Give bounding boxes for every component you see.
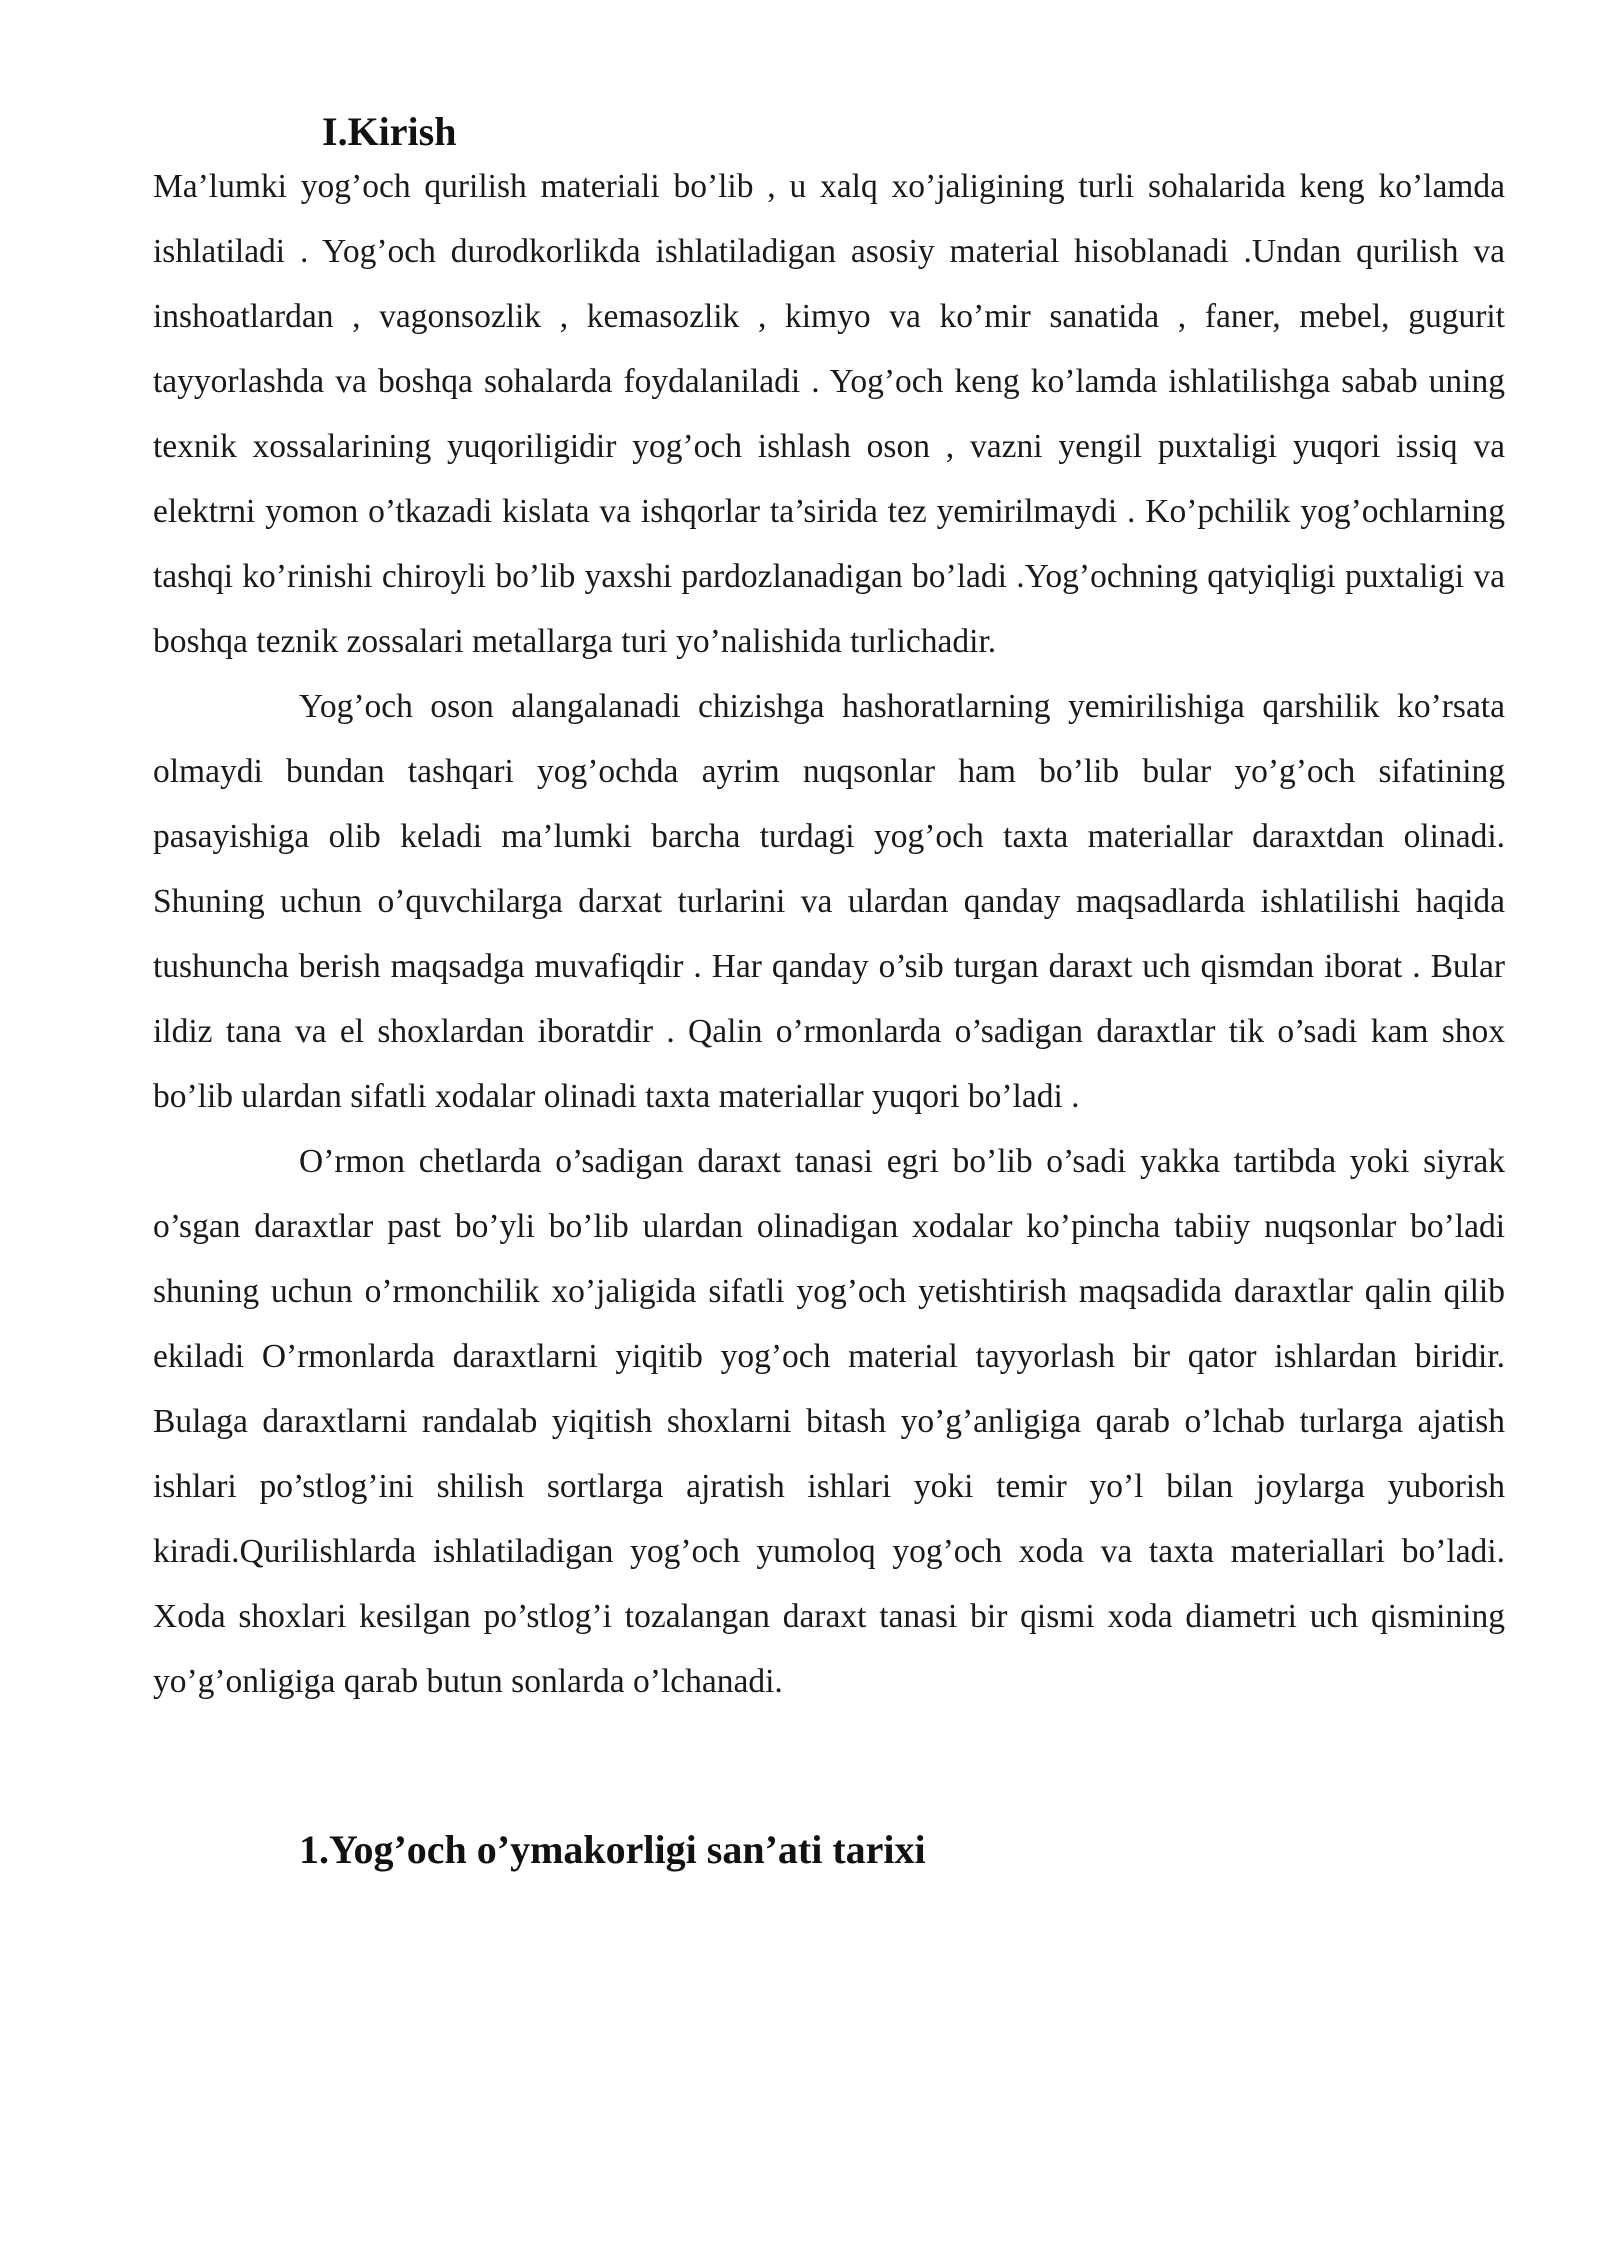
- heading-kirish: I.Kirish: [322, 109, 457, 154]
- paragraph-2: Yog’och oson alangalanadi chizishga hashoratlarning yemirilishiga qarshilik ko’rsata olmaydi bundan tashqari yog’ochda ayrim nuqsonlar ham bo’lib bular yo’g’och sifatining pasayishiga olib keladi ma’lumki barcha turdagi yog’och taxta materiallar daraxtdan olinadi. Shuning uchun o’quvchilarga darxat turlarini va ulardan qanday maqsadlarda ishlatilishi haqida tushuncha berish maqsadga muvafiqdir . Har qanday o’sib turgan daraxt uch qismdan iborat . Bular ildiz tana va el shoxlardan iboratdir . Qalin o’rmonlarda o’sadigan daraxtlar tik o’sadi kam shox bo’lib ulardan sifatli xodalar olinadi taxta materiallar yuqori bo’ladi .: [153, 688, 1505, 1115]
- section-spacer: [153, 1714, 1505, 1826]
- paragraph-1: Ma’lumki yog’och qurilish materiali bo’lib , u xalq xo’jaligining turli sohalarida keng ko’lamda ishlatiladi . Yog’och durodkorlikda ishlatiladigan asosiy material hisoblanadi .Undan qurilish va inshoatlardan , vagonsozlik , kemasozlik , kimyo va ko’mir sanatida , faner, mebel, gugurit tayyorlashda va boshqa sohalarda foydalaniladi . Yog’och keng ko’lamda ishlatilishga sabab uning texnik xossalarining yuqoriligidir yog’och ishlash oson , vazni yengil puxtaligi yuqori issiq va elektrni yomon o’tkazadi kislata va ishqorlar ta’sirida tez yemirilmaydi . Ko’pchilik yog’ochlarning tashqi ko’rinishi chiroyli bo’lib yaxshi pardozlanadigan bo’ladi .Yog’ochning qatyiqligi puxtaligi va boshqa teznik zossalari metallarga turi yo’nalishida turlichadir.: [153, 168, 1505, 660]
- document-body: [153, 110, 1505, 1874]
- section-heading: 1.Yog’och o’ymakorligi san’ati tarixi: [299, 1827, 926, 1872]
- paragraph-3: O’rmon chetlarda o’sadigan daraxt tanasi egri bo’lib o’sadi yakka tartibda yoki siyrak o’sgan daraxtlar past bo’yli bo’lib ulardan olinadigan xodalar ko’pincha tabiiy nuqsonlar bo’ladi shuning uchun o’rmonchilik xo’jaligida sifatli yog’och yetishtirish maqsadida daraxtlar qalin qilib ekiladi O’rmonlarda daraxtlarni yiqitib yog’och material tayyorlash bir qator ishlardan biridir. Bulaga daraxtlarni randalab yiqitish shoxlarni bitash yo’g’anligiga qarab o’lchab turlarga ajatish ishlari po’stlog’ini shilish sortlarga ajratish ishlari yoki temir yo’l bilan joylarga yuborish kiradi.Qurilishlarda ishlatiladigan yog’och yumoloq yog’och xoda va taxta materiallari bo’ladi. Xoda shoxlari kesilgan po’stlog’i tozalangan daraxt tanasi bir qismi xoda diametri uch qismining yo’g’onligiga qarab butun sonlarda o’lchanadi.: [153, 1143, 1505, 1700]
